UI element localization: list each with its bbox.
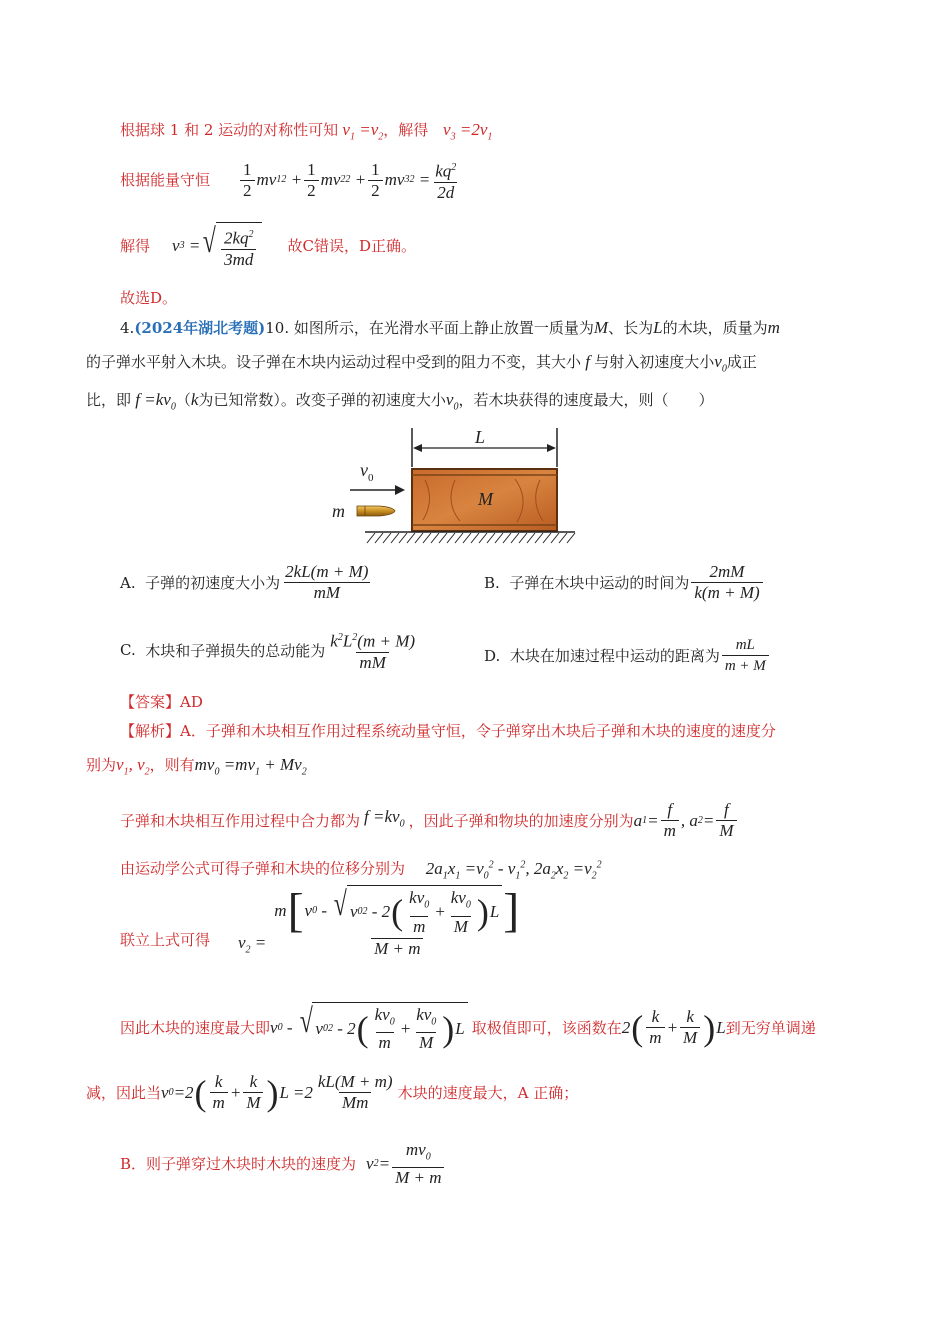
option-b-formula: $\frac{2mM}{k(m + M)}$ [691, 562, 762, 603]
option-c-formula: $\frac{k^2L^2(m + M)}{mM}$ [330, 631, 416, 672]
analysis-line-6: 因此木块的速度最大即 v 0 - √ v 0 2 - 2 ( $\frac{kv_0}{m}$ + $\frac{kv_0}{M}$ ) L 取极值即可，该函数在 2 ( $\frac{k}{m}$ + $\frac{k}{M}$ ) L 到无穷单调递 [120, 1003, 816, 1053]
dimension-arrowhead-left [413, 444, 422, 452]
analysis-line-1: 【解析】A．子弹和木块相互作用过程系统动量守恒，令子弹穿出木块后子弹和木块的速度的速度分 [120, 722, 776, 740]
label-v0: $v_0$ [360, 460, 374, 484]
bullet-block-figure [325, 425, 585, 550]
label-m: m [332, 501, 345, 521]
velocity-arrowhead [395, 485, 405, 495]
formula-v3-sqrt: v 3 = √ $\frac{2kq^2}{3md}$ [172, 222, 262, 270]
dimension-arrowhead-right [547, 444, 556, 452]
option-d-formula: $\frac{mL}{m + M}$ [722, 635, 769, 676]
option-d[interactable]: D. 木块在加速过程中运动的距离为 $\frac{mL}{m + M}$ [484, 635, 771, 676]
solution-line-energy: 根据能量守恒 $\frac{1}{2}$ mv 1 2 + $\frac{1}{2}$ mv 2 2 + $\frac{1}{2}$ mv 3 2 = $\frac{kq^2}{2d}$ [120, 158, 461, 203]
analysis-line-5: 联立上式可得 [120, 931, 211, 949]
option-a-formula: $\frac{2kL(m + M)}{mM}$ [285, 562, 369, 602]
bullet [357, 506, 395, 516]
question-source: (2024年湖北考题) [134, 319, 266, 337]
analysis-line-3: 子弹和木块相互作用过程中合力都为 $f =kv_0$ ，因此子弹和物块的加速度分别为 a 1 = $\frac{f}{m}$ , a 2 = $\frac{f}{M}$ [120, 800, 739, 841]
solution-line-symmetry: 根据球 1 和 2 运动的对称性可知 $v_1 =v_2$，解得 $v_3 =2v_1$ [120, 120, 493, 143]
analysis-line-7: 减，因此当 v 0 =2 ( $\frac{k}{m}$ + $\frac{k}{M}$ ) L =2 $\frac{kL(M + m)}{Mm}$ 木块的速度最大，A 正确； [86, 1072, 579, 1113]
option-a[interactable]: A. 子弹的初速度大小为 $\frac{2kL(m + M)}{mM}$ [120, 562, 373, 603]
option-c[interactable]: C. 木块和子弹损失的总动能为 $\frac{k^2L^2(m + M)}{mM}$ [120, 628, 420, 673]
question-line-1: 4.(2024年湖北考题)10. 如图所示，在光滑水平面上静止放置一质量为M、长为L的木块，质量为m [120, 318, 780, 337]
label-L: L [475, 427, 486, 447]
solution-line-v3: 解得 v 3 = √ $\frac{2kq^2}{3md}$ 故C错误，D正确。 [120, 223, 417, 269]
option-b[interactable]: B. 子弹在木块中运动的时间为 $\frac{2mM}{k(m + M)}$ [484, 562, 765, 603]
formula-v1-eq-v2: $v_1 =v_2$ [338, 120, 384, 143]
analysis-line-b: B．则子弹穿过木块时木块的速度为 v 2 = $\frac{mv_0}{M + m}$ [120, 1140, 446, 1188]
formula-v3-eq-2v1: $v_3 =2v_1$ [443, 120, 493, 143]
solution-line-choice: 故选D。 [120, 289, 178, 307]
formula-energy-conservation: $\frac{1}{2}$ mv 1 2 + $\frac{1}{2}$ mv 2 2 + $\frac{1}{2}$ mv 3 2 = $\frac{kq^2}{2d}$ [238, 158, 461, 203]
analysis-line-2: 别为$v_1$, $v_2$，则有$mv_0 =mv_1 + Mv_2$ [86, 755, 307, 778]
question-line-2: 的子弹水平射入木块。设子弹在木块内运动过程中受到的阻力不变，其大小 f 与射入初速度大小$v_0$成正 [86, 352, 757, 375]
analysis-line-4: 由运动学公式可得子弹和木块的位移分别为 $2a_1x_1 =v_0^2 - v_1^2$, $2a_2x_2 =v_2^2$ [120, 858, 602, 882]
question-line-3: 比，即 $f =kv_0(k$为已知常数）。改变子弹的初速度大小$v_0$，若木块获得的速度最大，则（ ） [86, 390, 714, 413]
formula-v2-combined: $v_2$ = m [ v 0 - √ v 0 2 - 2 ( $\frac{kv_0}{m}$ + $\frac{kv_0}{M}$ ) L ] M + m [238, 884, 520, 958]
ground-hatching [367, 533, 575, 543]
answer-label: 【答案】AD [120, 693, 203, 711]
label-M: M [478, 489, 493, 509]
